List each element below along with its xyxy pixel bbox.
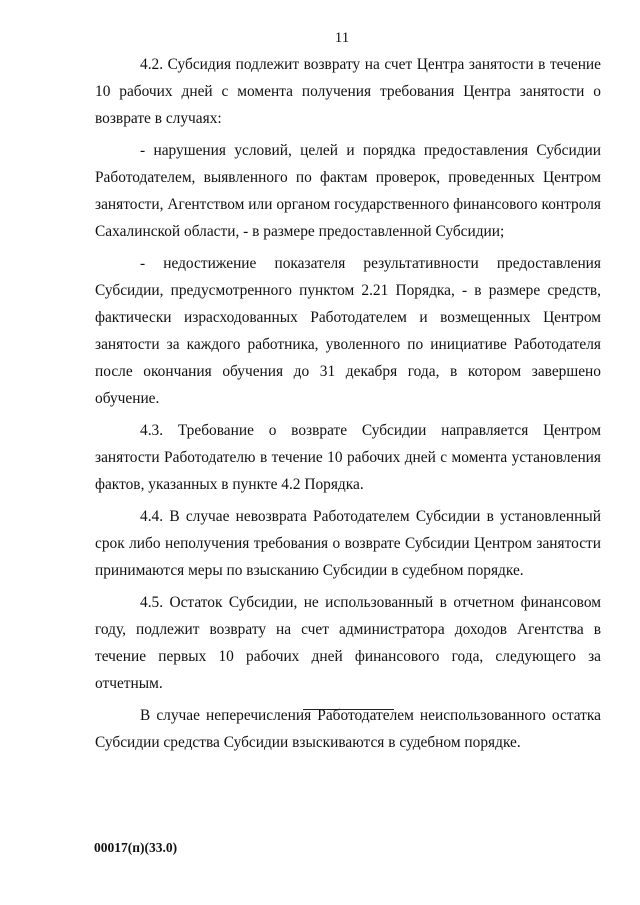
- paragraph-4-4: 4.4. В случае невозврата Работодателем Субсидии в установленный срок либо неполучения требования о возврате Субсидии Центром занятости принимаются меры по взысканию Субсидии в судебном порядке.: [95, 508, 601, 579]
- document-code: 00017(п)(33.0): [94, 840, 178, 855]
- paragraph-4-2-indicator-case: - недостижение показателя результативности предоставления Субсидии, предусмотренного пунктом 2.21 Порядка, - в размере средств, фактически израсходованных Работодателем и возмещенных Центром занятости за каждого работника, уволенного по инициативе Работодателя после окончания обучения до 31 декабря года, в котором завершено обучение.: [95, 255, 601, 407]
- paragraph-4-5: 4.5. Остаток Субсидии, не использованный в отчетном финансовом году, подлежит возврату на счет администратора доходов Агентства в течение первых 10 рабочих дней финансового года, следующего за отчетным.: [95, 594, 601, 692]
- page-number: 11: [334, 30, 350, 46]
- end-divider-line: [303, 709, 394, 710]
- document-body: [95, 51, 601, 761]
- paragraph-4-2: 4.2. Субсидия подлежит возврату на счет Центра занятости в течение 10 рабочих дней с момента получения требования Центра занятости о возврате в случаях:: [95, 56, 601, 127]
- paragraph-4-2-violation-case: - нарушения условий, целей и порядка предоставления Субсидии Работодателем, выявленного по фактам проверок, проведенных Центром занятости, Агентством или органом государственного финансового контроля Сахалинской области, - в размере предоставленной Субсидии;: [95, 142, 601, 240]
- paragraph-4-3: 4.3. Требование о возврате Субсидии направляется Центром занятости Работодателю в течение 10 рабочих дней с момента установления фактов, указанных в пункте 4.2 Порядка.: [95, 422, 601, 493]
- paragraph-non-transfer: В случае неперечисления Работодателем неиспользованного остатка Субсидии средства Субсидии взыскиваются в судебном порядке.: [95, 707, 601, 751]
